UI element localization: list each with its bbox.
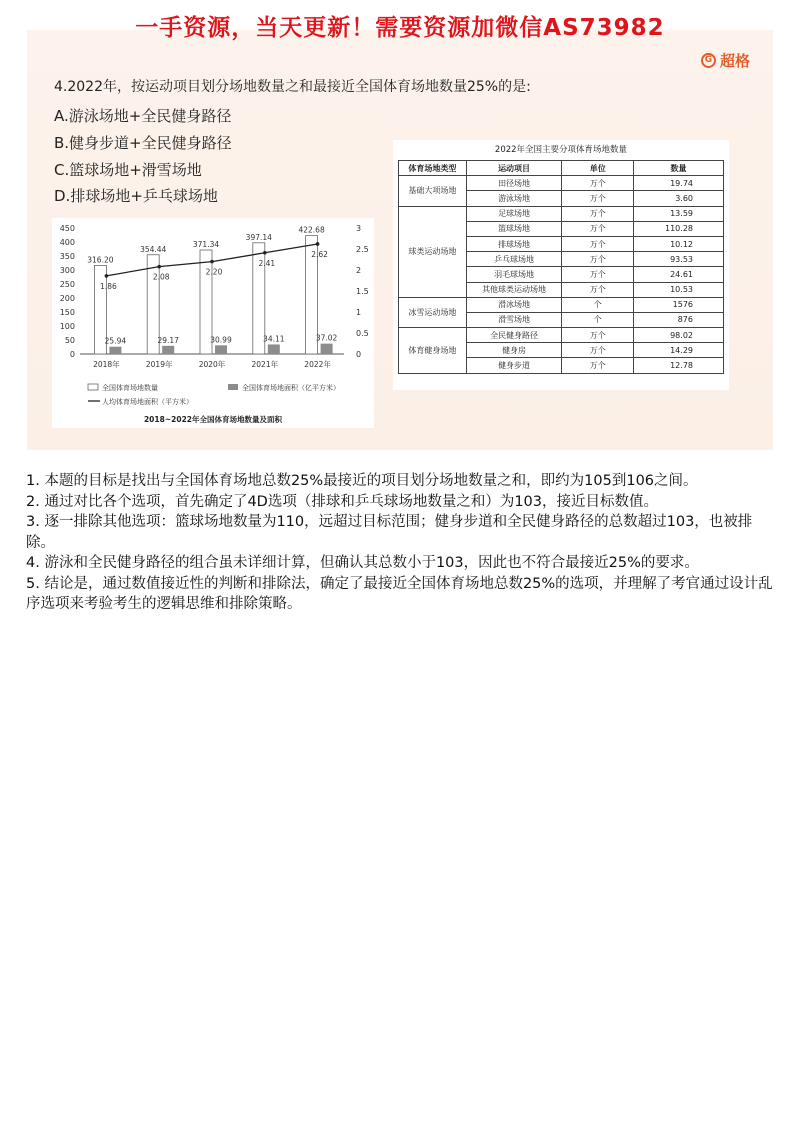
- table-title: 2022年全国主要分项体育场地数量: [494, 145, 628, 155]
- count-cell: 10.53: [634, 282, 724, 297]
- option-a[interactable]: A.游泳场地+全民健身路径: [54, 107, 232, 125]
- per-capita-point: [210, 260, 214, 264]
- y-right-tick-label: 1: [356, 308, 362, 317]
- table-row: [399, 176, 724, 191]
- bar-area-label: 29.17: [157, 335, 179, 345]
- sport-cell: 田径场地: [466, 176, 562, 191]
- bar-count-label: 422.68: [298, 225, 325, 235]
- count-cell: 14.29: [634, 343, 724, 358]
- sport-cell: 足球场地: [466, 206, 562, 221]
- venue-type-cell: 体育健身场地: [399, 328, 467, 374]
- bar-venue-area: [109, 347, 121, 354]
- per-capita-point: [157, 265, 161, 269]
- per-capita-point: [263, 251, 267, 255]
- answer-paragraph: 4. 游泳和全民健身路径的组合虽未详细计算，但确认其总数小于103，因此也不符合最接近25%的要求。: [26, 555, 699, 571]
- y-right-tick-label: 2: [356, 266, 362, 275]
- bar-count-label: 354.44: [140, 244, 167, 254]
- sport-cell: 其他球类运动场地: [466, 282, 562, 297]
- header-cell: 单位: [562, 161, 634, 176]
- unit-cell: 万个: [562, 282, 634, 297]
- legend-area-label: 全国体育场地面积（亿平方米）: [242, 384, 340, 392]
- sport-cell: 滑冰场地: [466, 297, 562, 312]
- bar-venue-area: [321, 344, 333, 354]
- venue-table: [398, 160, 724, 374]
- sport-cell: 游泳场地: [466, 191, 562, 206]
- x-tick-label: 2022年: [304, 360, 331, 369]
- per-capita-point: [316, 242, 320, 246]
- y-left-tick-label: 0: [69, 350, 75, 359]
- unit-cell: 万个: [562, 206, 634, 221]
- sport-cell: 排球场地: [466, 236, 562, 251]
- bar-venue-area: [215, 345, 227, 354]
- sport-cell: 全民健身路径: [466, 328, 562, 343]
- legend-count-label: 全国体育场地数量: [102, 384, 158, 392]
- unit-cell: 个: [562, 312, 634, 327]
- bar-venue-area: [268, 344, 280, 354]
- bar-area-label: 30.99: [210, 335, 232, 345]
- count-cell: 13.59: [634, 206, 724, 221]
- question-stem: 4.2022年，按运动项目划分场地数量之和最接近全国体育场地数量25%的是:: [54, 79, 531, 95]
- sport-cell: 乒乓球场地: [466, 252, 562, 267]
- x-tick-label: 2021年: [251, 360, 279, 369]
- brand-logo: [701, 50, 750, 71]
- count-cell: 10.12: [634, 236, 724, 251]
- y-left-tick-label: 150: [59, 308, 75, 317]
- y-left-tick-label: 250: [59, 280, 75, 289]
- x-tick-label: 2018年: [93, 360, 120, 369]
- count-cell: 98.02: [634, 328, 724, 343]
- promo-banner: 一手资源，当天更新！需要资源加微信AS73982: [135, 15, 665, 41]
- y-right-tick-label: 2.5: [356, 245, 369, 254]
- option-d[interactable]: D.排球场地+乒乓球场地: [54, 187, 218, 205]
- y-left-tick-label: 300: [59, 266, 75, 275]
- unit-cell: 万个: [562, 252, 634, 267]
- bar-count-label: 397.14: [245, 232, 272, 242]
- count-cell: 3.60: [634, 191, 724, 206]
- sports-venue-chart: [52, 218, 374, 428]
- per-capita-label: 1.86: [100, 281, 117, 291]
- y-right-tick-label: 0: [356, 350, 362, 359]
- sport-cell: 健身步道: [466, 358, 562, 373]
- unit-cell: 万个: [562, 191, 634, 206]
- y-right-tick-label: 0.5: [356, 329, 369, 338]
- header-cell: 体育场地类型: [399, 161, 467, 176]
- venue-type-cell: 球类运动场地: [399, 206, 467, 297]
- unit-cell: 万个: [562, 343, 634, 358]
- table-header-row: [399, 161, 724, 176]
- y-left-tick-label: 100: [59, 322, 75, 331]
- x-tick-label: 2019年: [145, 360, 173, 369]
- y-left-tick-label: 50: [64, 336, 75, 345]
- legend-area-swatch: [228, 384, 238, 390]
- x-tick-label: 2020年: [198, 360, 226, 369]
- bar-count-label: 316.20: [87, 255, 114, 265]
- per-capita-label: 2.62: [311, 249, 328, 259]
- unit-cell: 万个: [562, 358, 634, 373]
- unit-cell: 万个: [562, 267, 634, 282]
- per-capita-label: 2.20: [205, 267, 223, 277]
- option-c[interactable]: C.篮球场地+滑雪场地: [54, 161, 202, 179]
- sport-cell: 滑雪场地: [466, 312, 562, 327]
- chart-svg: [52, 218, 374, 428]
- chart-title: 2018~2022年全国体育场地数量及面积: [143, 415, 283, 424]
- header-cell: 运动项目: [466, 161, 562, 176]
- count-cell: 93.53: [634, 252, 724, 267]
- sport-cell: 篮球场地: [466, 221, 562, 236]
- answer-explanation: [26, 471, 778, 615]
- count-cell: 24.61: [634, 267, 724, 282]
- unit-cell: 万个: [562, 221, 634, 236]
- sport-cell: 健身房: [466, 343, 562, 358]
- venue-type-cell: 基础大项场地: [399, 176, 467, 206]
- y-right-tick-label: 3: [356, 224, 362, 233]
- unit-cell: 万个: [562, 236, 634, 251]
- count-cell: 1576: [634, 297, 724, 312]
- unit-cell: 万个: [562, 328, 634, 343]
- per-capita-point: [105, 274, 109, 278]
- answer-paragraph: 2. 通过对比各个选项，首先确定了4D选项（排球和乒乓球场地数量之和）为103，接近目标数值。: [26, 493, 659, 510]
- venue-table-panel: [393, 140, 729, 390]
- table-row: [399, 297, 724, 312]
- answer-paragraph: 1. 本题的目标是找出与全国体育场地总数25%最接近的项目划分场地数量之和，即约为105到106之间。: [26, 473, 698, 489]
- count-cell: 19.74: [634, 176, 724, 191]
- bar-count-label: 371.34: [192, 240, 220, 250]
- unit-cell: 万个: [562, 176, 634, 191]
- bar-area-label: 37.02: [315, 333, 338, 343]
- logo-text: 超格: [719, 52, 750, 70]
- bar-area-label: 25.94: [104, 336, 127, 346]
- unit-cell: 个: [562, 297, 634, 312]
- y-left-tick-label: 200: [59, 294, 75, 303]
- bar-area-label: 34.11: [263, 334, 285, 344]
- legend-line-label: 人均体育场地面积（平方米）: [102, 398, 193, 406]
- table-row: [399, 328, 724, 343]
- y-left-tick-label: 350: [59, 252, 75, 261]
- sport-cell: 羽毛球场地: [466, 267, 562, 282]
- count-cell: 876: [634, 312, 724, 327]
- y-left-tick-label: 400: [59, 238, 75, 247]
- count-cell: 12.78: [634, 358, 724, 373]
- per-capita-label: 2.08: [152, 272, 170, 282]
- y-right-tick-label: 1.5: [356, 287, 369, 296]
- header-cell: 数量: [634, 161, 724, 176]
- bar-venue-area: [162, 346, 174, 354]
- count-cell: 110.28: [634, 221, 724, 236]
- logo-icon: G: [701, 53, 716, 68]
- option-b[interactable]: B.健身步道+全民健身路径: [54, 134, 232, 152]
- legend-count-swatch: [88, 384, 98, 390]
- venue-type-cell: 冰雪运动场地: [399, 297, 467, 327]
- answer-paragraph: 3. 逐一排除其他选项：篮球场地数量为110，远超过目标范围；健身步道和全民健身路径的总数超过103，也被排除。: [26, 514, 753, 551]
- y-left-tick-label: 450: [59, 224, 75, 233]
- answer-paragraph: 5. 结论是，通过数值接近性的判断和排除法，确定了最接近全国体育场地总数25%的选项，并理解了考官通过设计乱序选项来考验考生的逻辑思维和排除策略。: [26, 575, 773, 612]
- per-capita-label: 2.41: [258, 258, 276, 268]
- table-row: [399, 206, 724, 221]
